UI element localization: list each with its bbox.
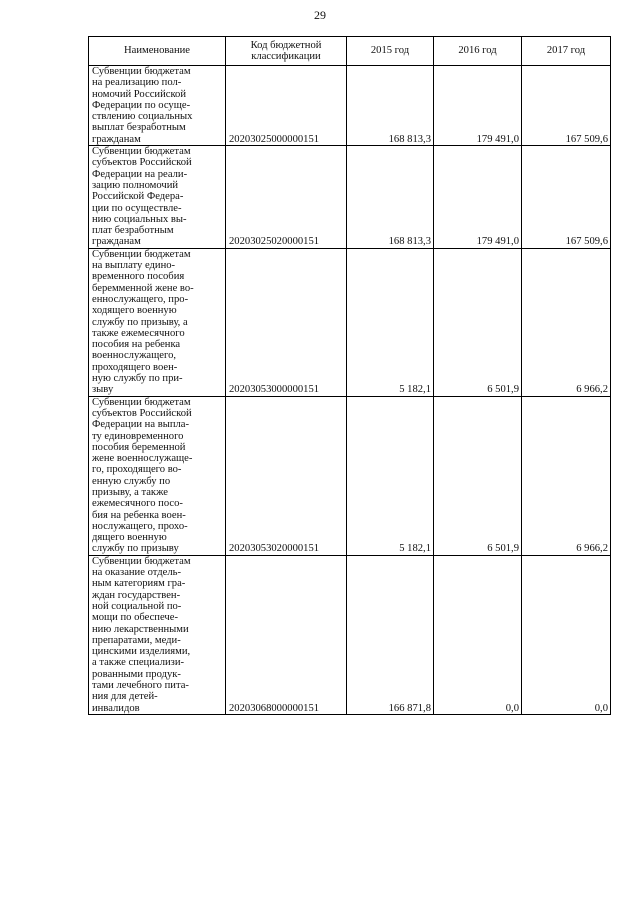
row-code: 20203025020000151 <box>226 146 347 249</box>
page-number: 29 <box>314 8 326 22</box>
row-value-2017: 0,0 <box>522 555 611 714</box>
row-name: Субвенции бюджетам субъектов Российской Федерации на выпла- ту единовременного пособия беременной жене военнослужаще- го, проходящего во- енную службу по призыву, а также ежемесячного посо- бия на ребенка воен- нослужащего, прохо- дящего военную службу по призыву <box>89 396 226 555</box>
row-code: 20203068000000151 <box>226 555 347 714</box>
row-value-2016: 6 501,9 <box>434 396 522 555</box>
header-2016: 2016 год <box>434 37 522 66</box>
row-value-2017: 167 509,6 <box>522 146 611 249</box>
row-code: 20203053020000151 <box>226 396 347 555</box>
row-value-2016: 179 491,0 <box>434 66 522 146</box>
row-value-2016: 179 491,0 <box>434 146 522 249</box>
table-row <box>89 555 611 714</box>
row-code: 20203053000000151 <box>226 248 347 396</box>
row-code: 20203025000000151 <box>226 66 347 146</box>
row-value-2015: 166 871,8 <box>347 555 434 714</box>
table-row <box>89 66 611 146</box>
header-name: Наименование <box>89 37 226 66</box>
row-value-2015: 5 182,1 <box>347 396 434 555</box>
header-2017: 2017 год <box>522 37 611 66</box>
row-value-2015: 168 813,3 <box>347 146 434 249</box>
row-value-2017: 6 966,2 <box>522 396 611 555</box>
row-name: Субвенции бюджетам на оказание отдель- ным категориям гра- ждан государствен- ной социальной по- мощи по обеспече- нию лекарственными препаратами, меди- цинскими изделиями, а также специализи- рованными продук- тами лечебного пита- ния для детей- инвалидов <box>89 555 226 714</box>
row-value-2016: 0,0 <box>434 555 522 714</box>
row-value-2017: 6 966,2 <box>522 248 611 396</box>
table-header-row <box>89 37 611 66</box>
row-value-2016: 6 501,9 <box>434 248 522 396</box>
header-2015: 2015 год <box>347 37 434 66</box>
row-name: Субвенции бюджетам на реализацию пол- номочий Российской Федерации по осуще- ствлению социальных выплат безработным гражданам <box>89 66 226 146</box>
budget-table <box>88 36 611 715</box>
table-row <box>89 248 611 396</box>
row-name: Субвенции бюджетам на выплату едино- временного пособия беремменной жене во- еннослужащего, про- ходящего военную службу по призыву, а также ежемесячного пособия на ребенка военнослужащего, проходящего воен- ную службу по при- зыву <box>89 248 226 396</box>
row-value-2015: 5 182,1 <box>347 248 434 396</box>
row-value-2015: 168 813,3 <box>347 66 434 146</box>
header-code: Код бюджетной классификации <box>226 37 347 66</box>
row-name: Субвенции бюджетам субъектов Российской Федерации на реали- зацию полномочий Российской Федера- ции по осуществле- нию социальных вы- плат безработным гражданам <box>89 146 226 249</box>
row-value-2017: 167 509,6 <box>522 66 611 146</box>
table-row <box>89 146 611 249</box>
table-row <box>89 396 611 555</box>
